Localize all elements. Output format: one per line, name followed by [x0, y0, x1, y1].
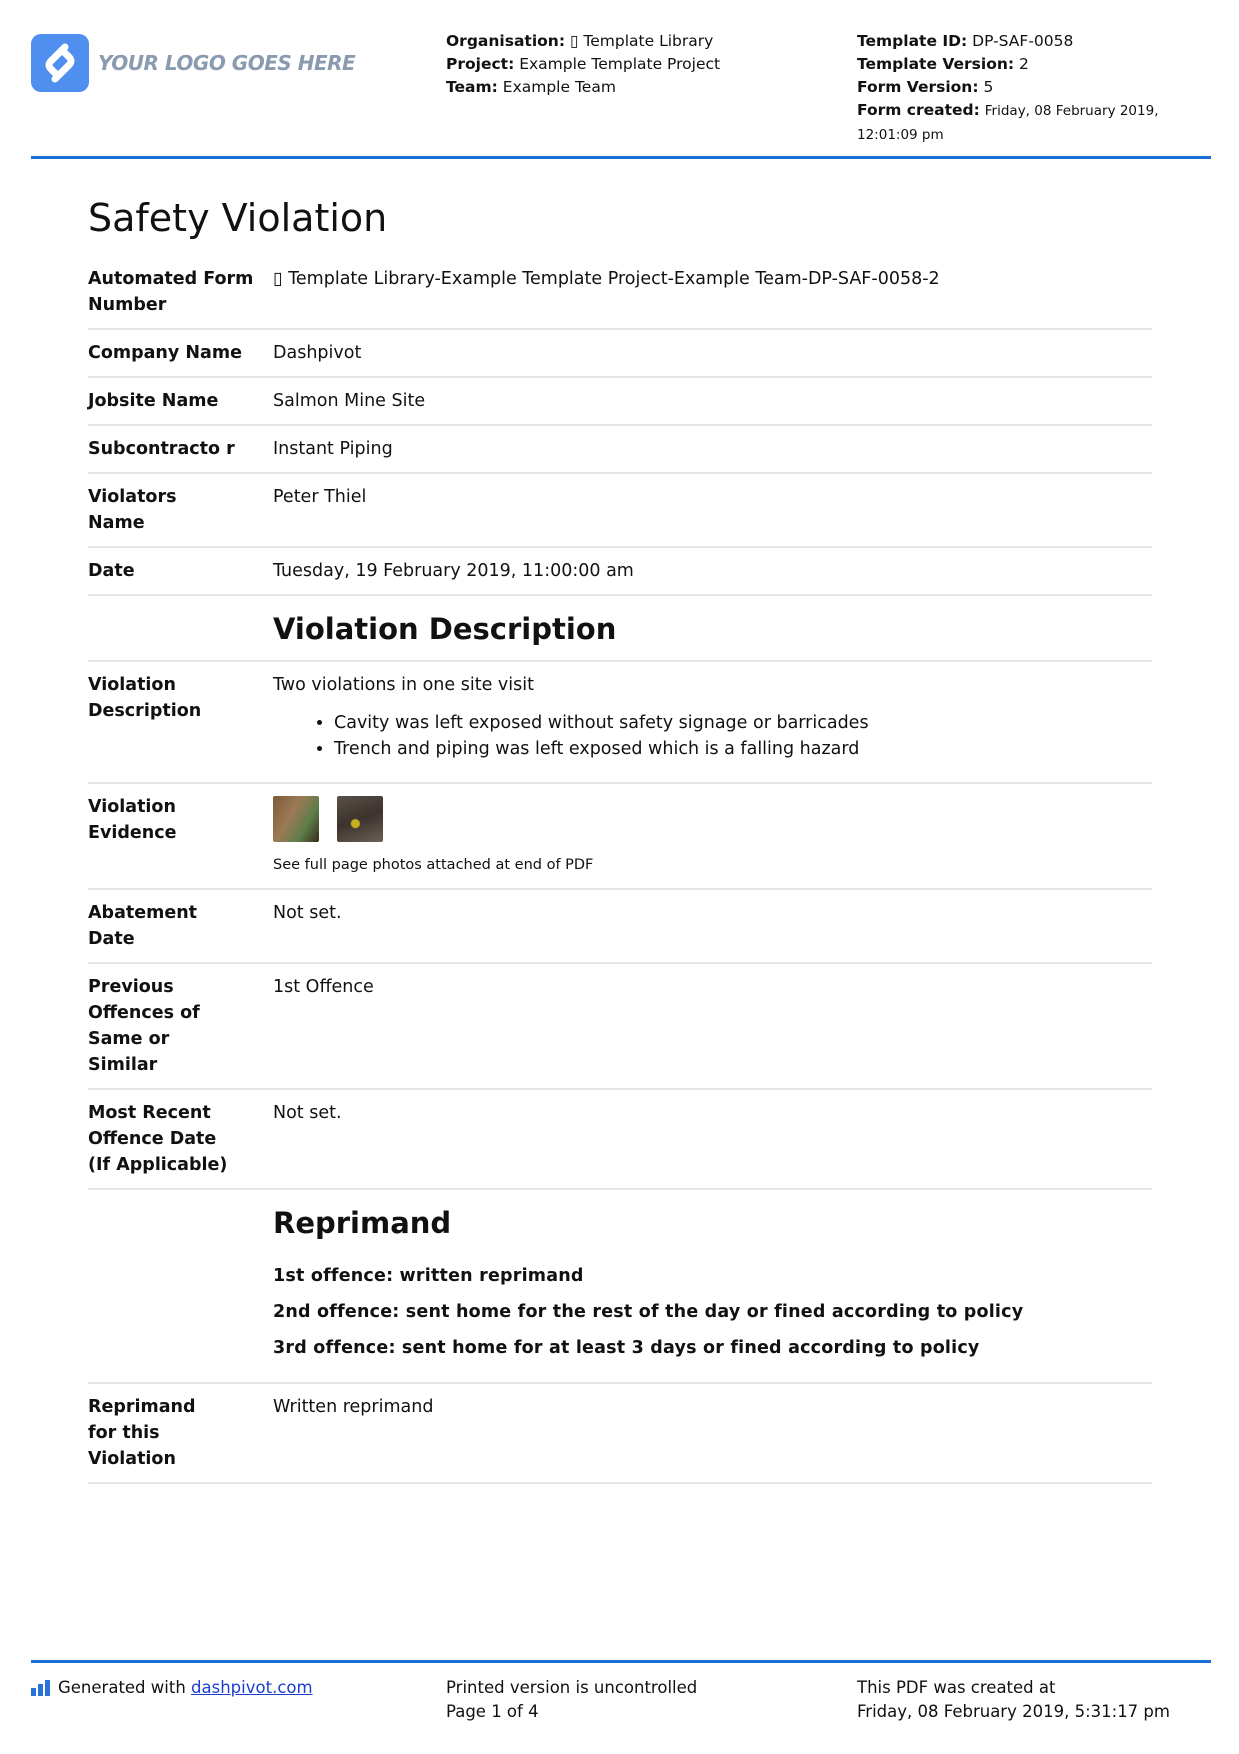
evidence-caption: See full page photos attached at end of PDF: [273, 857, 594, 873]
project-value: Example Template Project: [519, 55, 721, 73]
organisation-label: Organisation:: [446, 32, 566, 50]
field-value: Tuesday, 19 February 2019, 11:00:00 am: [273, 561, 634, 581]
template-id-label: Template ID:: [857, 32, 968, 50]
footer-divider: [31, 1660, 1211, 1663]
field-value: Peter Thiel: [273, 487, 367, 507]
form-body: [88, 196, 1152, 1484]
team-label: Team:: [446, 78, 498, 96]
field-row-jobsite: [88, 378, 1152, 426]
template-version-label: Template Version:: [857, 55, 1015, 73]
project-label: Project:: [446, 55, 515, 73]
list-item: • Trench and piping was left exposed which is a falling hazard: [334, 736, 1152, 762]
field-row-violator: [88, 474, 1152, 548]
field-label: Abatement Date: [88, 903, 198, 949]
field-label: Date: [88, 561, 135, 581]
organisation-value: ▯ Template Library: [569, 32, 714, 50]
section-title-violation: Violation Description: [273, 612, 617, 646]
field-label: Violation Evidence: [88, 797, 177, 843]
form-version-label: Form Version:: [857, 78, 979, 96]
reprimand-rule: 1st offence: written reprimand: [273, 1266, 584, 1286]
field-value: Instant Piping: [273, 439, 393, 459]
field-value: ▯ Template Library-Example Template Project-Example Team-DP-SAF-0058-2: [273, 269, 940, 289]
field-value: Written reprimand: [273, 1397, 434, 1417]
field-value: Not set.: [273, 1103, 342, 1123]
form-created-label: Form created:: [857, 101, 980, 119]
field-row-recent-offence-date: [88, 1090, 1152, 1190]
footer-created-info: [857, 1676, 1170, 1724]
field-value: Salmon Mine Site: [273, 391, 426, 411]
field-label: Automated Form Number: [88, 269, 254, 315]
dashpivot-link[interactable]: dashpivot.com: [191, 1678, 313, 1697]
created-label: This PDF was created at: [857, 1678, 1056, 1697]
description-intro: Two violations in one site visit: [273, 675, 534, 695]
footer-print-info: [446, 1676, 697, 1724]
field-row-date: [88, 548, 1152, 596]
field-label: Jobsite Name: [88, 391, 219, 411]
dashpivot-icon: [31, 1680, 50, 1696]
field-row-violation-description: [88, 662, 1152, 784]
evidence-photo[interactable]: [337, 796, 383, 842]
field-row-company: [88, 330, 1152, 378]
field-row-violation-evidence: [88, 784, 1152, 890]
uncontrolled-notice: Printed version is uncontrolled: [446, 1678, 698, 1697]
page-header: [31, 30, 1211, 156]
field-row-subcontractor: [88, 426, 1152, 474]
list-item: • Cavity was left exposed without safety signage or barricades: [334, 710, 1152, 736]
footer-generated: [31, 1676, 313, 1700]
field-label: Reprimand for this Violation: [88, 1397, 196, 1469]
created-value: Friday, 08 February 2019, 5:31:17 pm: [857, 1702, 1170, 1721]
company-logo: [31, 34, 355, 92]
logo-icon: [31, 34, 89, 92]
field-label: Violation Description: [88, 675, 202, 721]
evidence-photo[interactable]: [273, 796, 319, 842]
page-title: Safety Violation: [88, 196, 388, 240]
field-label: Most Recent Offence Date (If Applicable): [88, 1103, 228, 1175]
logo-text: YOUR LOGO GOES HERE: [98, 51, 356, 75]
field-label: Previous Offences of Same or Similar: [88, 977, 200, 1075]
reprimand-rule: 3rd offence: sent home for at least 3 days or fined according to policy: [273, 1338, 980, 1358]
field-value: Not set.: [273, 903, 342, 923]
template-version-value: 2: [1019, 55, 1029, 73]
reprimand-rule: 2nd offence: sent home for the rest of the day or fined according to policy: [273, 1302, 1024, 1322]
header-template-info: [857, 30, 1217, 147]
page-number: Page 1 of 4: [446, 1702, 539, 1721]
description-bullet-list: [273, 710, 1152, 762]
field-row-reprimand-this-violation: [88, 1384, 1152, 1484]
field-row-form-number: [88, 256, 1152, 330]
field-row-previous-offences: [88, 964, 1152, 1090]
section-title-reprimand: Reprimand: [273, 1206, 452, 1240]
field-value: Dashpivot: [273, 343, 362, 363]
field-label: Subcontracto r: [88, 439, 235, 459]
reprimand-section: [88, 1190, 1152, 1384]
field-label: Company Name: [88, 343, 242, 363]
field-label: Violators Name: [88, 487, 177, 533]
header-divider: [31, 156, 1211, 159]
template-id-value: DP-SAF-0058: [972, 32, 1074, 50]
generated-text: Generated with: [58, 1678, 186, 1697]
field-value: 1st Offence: [273, 977, 374, 997]
team-value: Example Team: [502, 78, 616, 96]
field-row-abatement-date: [88, 890, 1152, 964]
evidence-photos: [273, 796, 1152, 842]
reprimand-rules: [273, 1240, 1023, 1378]
form-version-value: 5: [983, 78, 994, 96]
header-project-info: [446, 30, 720, 99]
form-created-value: Friday, 08 February 2019, 12:01:09 pm: [857, 103, 1159, 143]
violation-section-header: [88, 596, 1152, 662]
